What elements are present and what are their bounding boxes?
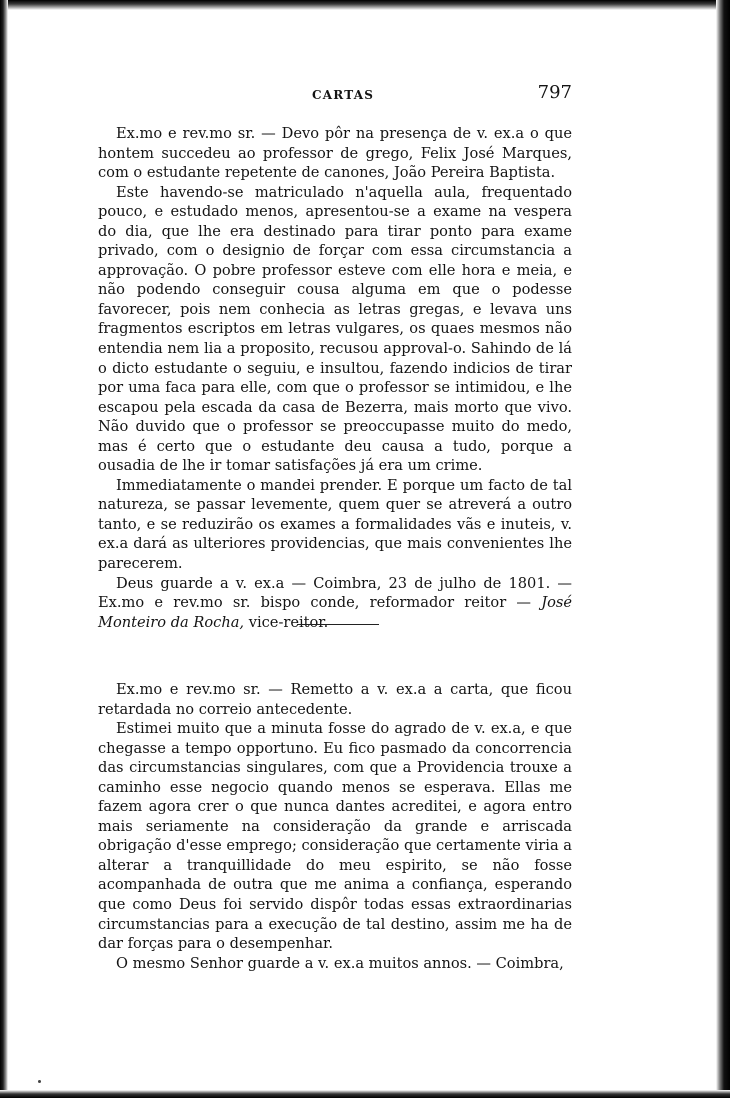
closing-text: Deus guarde a v. ex.a — Coimbra, 23 de julho de 1801. — Ex.mo e rev.mo sr. bispo conde, reformador reitor — bbox=[98, 574, 572, 612]
letter-2-salutation-paragraph: Ex.mo e rev.mo sr. — Remetto a v. ex.a a carta, que ficou retardada no correio antecedente. bbox=[98, 681, 572, 718]
letter-2 bbox=[98, 680, 572, 973]
signature-name: José Monteiro da Rocha, bbox=[98, 594, 572, 631]
scan-edge-left bbox=[0, 0, 8, 1098]
signature-role: vice-reitor. bbox=[244, 613, 329, 631]
letter-2-closing-line: O mesmo Senhor guarde a v. ex.a muitos annos. — Coimbra, bbox=[116, 954, 564, 972]
letter-1-salutation-paragraph: Ex.mo e rev.mo sr. — Devo pôr na presença de v. ex.a o que hontem succedeu ao professor de grego, Felix José Marques, com o estudante repetente de canones, João Pereira Baptista. bbox=[98, 125, 572, 182]
letter-2-body-paragraph: Estimei muito que a minuta fosse do agrado de v. ex.a, e que chegasse a tempo opportuno. Eu fico pasmado da concorrencia das circumstancias singulares, com que a Providencia trouxe a caminho esse negocio quando menos se esperava. Ellas me fazem agora crer o que nunca dantes acreditei, e agora entro mais seriamente na consideração da grande e arriscada obrigação d'esse emprego; consideração que certamente viria a alterar a tranquillidade do meu espirito, se não fosse acompanhada de outra que me anima a confiança, esperando que como Deus foi servido dispôr todas essas extraordinarias circumstancias para a execução de tal destino, assim me ha de dar forças para o desempenhar. bbox=[98, 720, 572, 953]
page-number: 797 bbox=[537, 82, 572, 103]
letter-1-request-paragraph: Immediatamente o mandei prender. E porque um facto de tal natureza, se passar levemente, quem quer se atreverá a outro tanto, e se reduzirão os exames a formalidades vãs e inuteis, v. ex.a dará as ulteriores providencias, que mais convenientes lhe parecerem. bbox=[98, 476, 572, 573]
scan-edge-right bbox=[716, 0, 730, 1098]
scan-speck bbox=[38, 1080, 41, 1083]
scan-edge-top bbox=[0, 0, 730, 10]
running-title: CARTAS bbox=[312, 88, 375, 102]
running-head bbox=[120, 82, 572, 112]
letter-1-body-paragraph: Este havendo-se matriculado n'aquella aula, frequentado pouco, e estudado menos, apresentou-se a exame na vespera do dia, que lhe era destinado para tirar ponto para exame privado, com o designio de forçar com essa circumstancia a approvação. O pobre professor esteve com elle hora e meia, e não podendo conseguir cousa alguma em que o podesse favorecer, pois nem conhecia as letras gregas, e levava uns fragmentos escriptos em letras vulgares, os quaes mesmos não entendia nem lia a proposito, recusou approval-o. Sahindo de lá o dicto estudante o seguiu, e insultou, fazendo indicios de tirar por uma faca para elle, com que o professor se intimidou, e lhe escapou pela escada da casa de Bezerra, mais morto que vivo. Não duvido que o professor se preoccupasse muito do medo, mas é certo que o estudante deu causa a tudo, porque a ousadia de lhe ir tomar satisfações já era um crime. bbox=[98, 183, 572, 475]
scan-edge-bottom bbox=[0, 1090, 730, 1098]
letter-divider bbox=[297, 624, 379, 625]
letter-1 bbox=[98, 124, 572, 632]
